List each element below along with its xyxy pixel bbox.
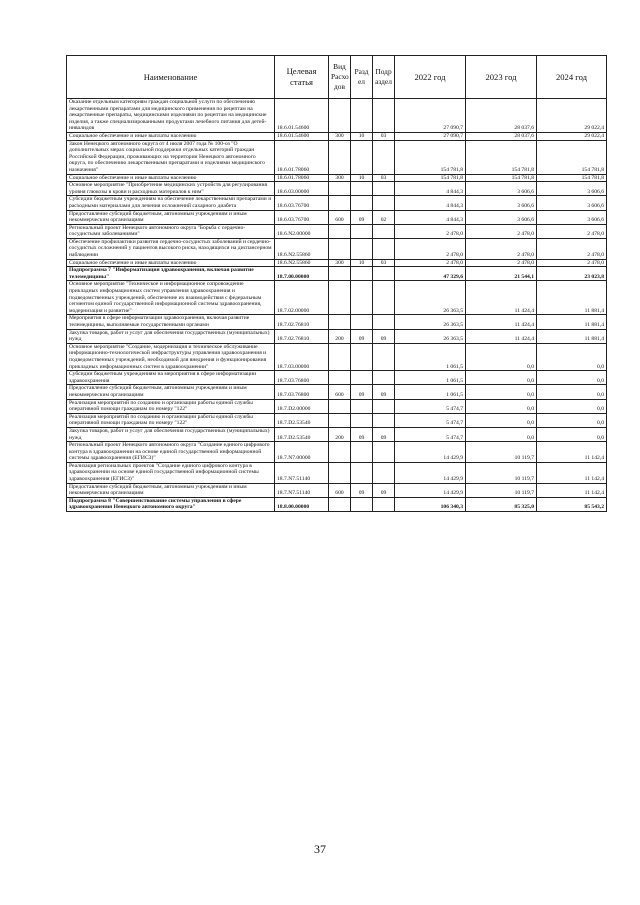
cell-2024: 11 142,4 bbox=[537, 462, 607, 483]
cell-exp-type bbox=[329, 442, 351, 463]
cell-name: Основное мероприятие "Приобретение медицинских устройств для регулирования уровня глюкозы в крови и расходных материалов к ним" bbox=[67, 182, 275, 196]
cell-exp-type: 300 bbox=[329, 174, 351, 182]
cell-target: 18.7.D2.00000 bbox=[275, 399, 329, 413]
cell-target: 18.7.00.00000 bbox=[275, 267, 329, 281]
cell-subsection: 03 bbox=[373, 132, 395, 140]
cell-2024: 11 881,4 bbox=[537, 281, 607, 315]
cell-section bbox=[351, 399, 373, 413]
budget-table bbox=[66, 55, 607, 512]
cell-2024: 2 478,0 bbox=[537, 224, 607, 238]
cell-2023: 28 037,6 bbox=[466, 99, 537, 133]
cell-exp-type bbox=[329, 413, 351, 427]
cell-exp-type bbox=[329, 399, 351, 413]
cell-2023: 11 424,4 bbox=[466, 315, 537, 329]
cell-section: 10 bbox=[351, 259, 373, 267]
cell-exp-type bbox=[329, 224, 351, 238]
cell-2022: 2 478,0 bbox=[395, 238, 466, 259]
cell-2024: 0,0 bbox=[537, 371, 607, 385]
budget-page bbox=[66, 55, 606, 512]
cell-2023: 11 424,4 bbox=[466, 281, 537, 315]
table-row bbox=[67, 462, 607, 483]
table-header bbox=[67, 56, 607, 99]
cell-2022: 14 429,9 bbox=[395, 462, 466, 483]
cell-name: Реализация мероприятий по созданию и организации работы единой службы оперативной помощи гражданам по номеру "122" bbox=[67, 413, 275, 427]
cell-target: 18.6.N2.55860 bbox=[275, 238, 329, 259]
table-row bbox=[67, 385, 607, 399]
cell-2022: 14 429,9 bbox=[395, 442, 466, 463]
cell-exp-type: 600 bbox=[329, 385, 351, 399]
cell-exp-type: 600 bbox=[329, 210, 351, 224]
cell-name: Региональный проект Ненецкого автономного округа "Борьба с сердечно-сосудистыми заболеваниями" bbox=[67, 224, 275, 238]
cell-section bbox=[351, 267, 373, 281]
cell-exp-type bbox=[329, 267, 351, 281]
cell-2022: 4 844,3 bbox=[395, 182, 466, 196]
table-row bbox=[67, 413, 607, 427]
cell-section bbox=[351, 224, 373, 238]
cell-2022: 1 061,5 bbox=[395, 385, 466, 399]
cell-exp-type bbox=[329, 462, 351, 483]
cell-name: Закупка товаров, работ и услуг для обеспечения государственных (муниципальных) нужд bbox=[67, 427, 275, 441]
table-row bbox=[67, 427, 607, 441]
cell-section: 09 bbox=[351, 385, 373, 399]
cell-name: Закон Ненецкого автономного округа от 4 июля 2007 года № 100-оз "О дополнительных мерах социальной поддержки отдельных категорий граждан Российской Федерации, проживающих на территории Ненецкого автономного округа, по обеспечению лекарственными препаратами и изделиями медицинского назначения" bbox=[67, 140, 275, 174]
table-row bbox=[67, 174, 607, 182]
cell-section bbox=[351, 315, 373, 329]
cell-subsection bbox=[373, 182, 395, 196]
cell-2022: 27 090,7 bbox=[395, 99, 466, 133]
cell-target: 18.7.02.76810 bbox=[275, 315, 329, 329]
cell-subsection: 09 bbox=[373, 329, 395, 343]
table-row bbox=[67, 497, 607, 511]
cell-subsection: 02 bbox=[373, 210, 395, 224]
cell-2024: 3 606,6 bbox=[537, 196, 607, 210]
cell-name: Закупка товаров, работ и услуг для обеспечения государственных (муниципальных) нужд bbox=[67, 329, 275, 343]
table-row bbox=[67, 196, 607, 210]
cell-exp-type bbox=[329, 196, 351, 210]
cell-exp-type: 200 bbox=[329, 427, 351, 441]
cell-exp-type bbox=[329, 99, 351, 133]
cell-2022: 5 474,7 bbox=[395, 399, 466, 413]
header-target: Целевая статья bbox=[275, 56, 329, 99]
cell-2024: 23 023,8 bbox=[537, 267, 607, 281]
cell-section: 09 bbox=[351, 329, 373, 343]
cell-section bbox=[351, 99, 373, 133]
header-2022: 2022 год bbox=[395, 56, 466, 99]
cell-target: 18.6.N2.55860 bbox=[275, 259, 329, 267]
cell-2023: 154 781,8 bbox=[466, 174, 537, 182]
cell-2022: 26 363,5 bbox=[395, 281, 466, 315]
cell-2023: 85 325,0 bbox=[466, 497, 537, 511]
cell-2024: 11 881,4 bbox=[537, 329, 607, 343]
cell-2023: 28 037,6 bbox=[466, 132, 537, 140]
cell-2024: 154 781,8 bbox=[537, 140, 607, 174]
cell-target: 18.7.N7.51140 bbox=[275, 462, 329, 483]
table-body bbox=[67, 99, 607, 512]
cell-2023: 0,0 bbox=[466, 413, 537, 427]
cell-name: Предоставление субсидий бюджетным, автономным учреждениям и иным некоммерческим организациям bbox=[67, 385, 275, 399]
cell-section: 09 bbox=[351, 483, 373, 497]
cell-target: 18.7.D2.53540 bbox=[275, 413, 329, 427]
cell-2022: 26 363,5 bbox=[395, 315, 466, 329]
cell-2024: 29 022,4 bbox=[537, 132, 607, 140]
cell-2022: 4 844,3 bbox=[395, 210, 466, 224]
table-row bbox=[67, 329, 607, 343]
cell-section bbox=[351, 371, 373, 385]
cell-name: Социальное обеспечение и иные выплаты населению bbox=[67, 132, 275, 140]
page-number: 37 bbox=[314, 842, 326, 856]
cell-2023: 10 119,7 bbox=[466, 442, 537, 463]
cell-target: 18.7.03.00000 bbox=[275, 343, 329, 370]
cell-target: 18.6.01.78060 bbox=[275, 140, 329, 174]
cell-2024: 29 022,4 bbox=[537, 99, 607, 133]
cell-target: 18.8.00.00000 bbox=[275, 497, 329, 511]
cell-2024: 2 478,0 bbox=[537, 238, 607, 259]
cell-2023: 0,0 bbox=[466, 427, 537, 441]
cell-2024: 3 606,6 bbox=[537, 210, 607, 224]
cell-section bbox=[351, 343, 373, 370]
cell-subsection bbox=[373, 196, 395, 210]
cell-2023: 0,0 bbox=[466, 371, 537, 385]
table-row bbox=[67, 399, 607, 413]
cell-subsection bbox=[373, 343, 395, 370]
cell-2024: 85 543,2 bbox=[537, 497, 607, 511]
cell-subsection bbox=[373, 238, 395, 259]
cell-2023: 11 424,4 bbox=[466, 329, 537, 343]
cell-section bbox=[351, 140, 373, 174]
cell-target: 18.6.01.78060 bbox=[275, 174, 329, 182]
cell-name: Предоставление субсидий бюджетным, автономным учреждениям и иным некоммерческим организациям bbox=[67, 483, 275, 497]
cell-2024: 0,0 bbox=[537, 385, 607, 399]
cell-section bbox=[351, 238, 373, 259]
cell-2022: 5 474,7 bbox=[395, 413, 466, 427]
cell-2023: 2 478,0 bbox=[466, 238, 537, 259]
cell-section bbox=[351, 413, 373, 427]
cell-target: 18.7.N7.00000 bbox=[275, 442, 329, 463]
header-exp-type: Вид Расхо дов bbox=[329, 56, 351, 99]
cell-subsection: 09 bbox=[373, 483, 395, 497]
cell-section: 09 bbox=[351, 427, 373, 441]
cell-exp-type bbox=[329, 281, 351, 315]
cell-2022: 2 478,0 bbox=[395, 224, 466, 238]
cell-exp-type: 300 bbox=[329, 132, 351, 140]
cell-2024: 0,0 bbox=[537, 427, 607, 441]
cell-subsection bbox=[373, 267, 395, 281]
cell-subsection bbox=[373, 442, 395, 463]
cell-section bbox=[351, 462, 373, 483]
cell-target: 18.6.03.00000 bbox=[275, 182, 329, 196]
cell-name: Предоставление субсидий бюджетным, автономным учреждениям и иным некоммерческим организациям bbox=[67, 210, 275, 224]
cell-exp-type: 600 bbox=[329, 483, 351, 497]
cell-subsection: 09 bbox=[373, 427, 395, 441]
cell-section bbox=[351, 497, 373, 511]
cell-2022: 154 781,8 bbox=[395, 174, 466, 182]
cell-section: 09 bbox=[351, 210, 373, 224]
cell-section bbox=[351, 281, 373, 315]
header-section: Разд ел bbox=[351, 56, 373, 99]
cell-exp-type bbox=[329, 140, 351, 174]
cell-2023: 10 119,7 bbox=[466, 462, 537, 483]
cell-target: 18.6.N2.00000 bbox=[275, 224, 329, 238]
table-row bbox=[67, 224, 607, 238]
cell-2022: 1 061,5 bbox=[395, 343, 466, 370]
cell-2024: 3 606,6 bbox=[537, 182, 607, 196]
cell-subsection bbox=[373, 140, 395, 174]
cell-2023: 0,0 bbox=[466, 343, 537, 370]
cell-name: Реализация региональных проектов "Создание единого цифрового контура в здравоохранении на основе единой государственной информационной системы здравоохранения (ЕГИСЗ)" bbox=[67, 462, 275, 483]
cell-subsection bbox=[373, 99, 395, 133]
table-row bbox=[67, 442, 607, 463]
cell-section bbox=[351, 442, 373, 463]
table-row bbox=[67, 140, 607, 174]
cell-2022: 5 474,7 bbox=[395, 427, 466, 441]
cell-section bbox=[351, 182, 373, 196]
cell-subsection bbox=[373, 399, 395, 413]
cell-2024: 0,0 bbox=[537, 413, 607, 427]
cell-2024: 0,0 bbox=[537, 399, 607, 413]
cell-target: 18.7.03.76800 bbox=[275, 371, 329, 385]
cell-2023: 3 606,6 bbox=[466, 210, 537, 224]
cell-2022: 2 478,0 bbox=[395, 259, 466, 267]
cell-2022: 4 844,3 bbox=[395, 196, 466, 210]
cell-name: Субсидии бюджетным учреждениям на мероприятия в сфере информатизации здравоохранения bbox=[67, 371, 275, 385]
table-row bbox=[67, 483, 607, 497]
cell-name: Подпрограмма 8 "Совершенствование системы управления в сфере здравоохранения Ненецкого автономного округа" bbox=[67, 497, 275, 511]
cell-subsection bbox=[373, 462, 395, 483]
cell-target: 18.6.01.54600 bbox=[275, 132, 329, 140]
table-row bbox=[67, 99, 607, 133]
cell-exp-type bbox=[329, 371, 351, 385]
cell-exp-type bbox=[329, 315, 351, 329]
cell-2023: 0,0 bbox=[466, 385, 537, 399]
cell-2024: 0,0 bbox=[537, 343, 607, 370]
table-row bbox=[67, 182, 607, 196]
cell-subsection bbox=[373, 315, 395, 329]
cell-subsection bbox=[373, 497, 395, 511]
table-row bbox=[67, 267, 607, 281]
table-row bbox=[67, 132, 607, 140]
cell-target: 18.7.02.76810 bbox=[275, 329, 329, 343]
cell-2023: 10 119,7 bbox=[466, 483, 537, 497]
cell-name: Социальное обеспечение и иные выплаты населению bbox=[67, 174, 275, 182]
cell-name: Региональный проект Ненецкого автономного округа "Создание единого цифрового контура в здравоохранении на основе единой государственной информационной системы здравоохранения (ЕГИСЗ)" bbox=[67, 442, 275, 463]
cell-name: Субсидии бюджетным учреждениям на обеспечение лекарственными препаратами и расходными материалами для лечения осложнений сахарного диабета bbox=[67, 196, 275, 210]
cell-2022: 47 329,6 bbox=[395, 267, 466, 281]
cell-2022: 1 061,5 bbox=[395, 371, 466, 385]
cell-target: 18.7.D2.53540 bbox=[275, 427, 329, 441]
cell-name: Обеспечение профилактики развития сердечно-сосудистых заболеваний и сердечно-сосудистых осложнений у пациентов высокого риска, находящихся на диспансерном наблюдении bbox=[67, 238, 275, 259]
cell-exp-type bbox=[329, 238, 351, 259]
cell-target: 18.7.02.00000 bbox=[275, 281, 329, 315]
cell-2024: 154 781,8 bbox=[537, 174, 607, 182]
table-row bbox=[67, 281, 607, 315]
table-row bbox=[67, 259, 607, 267]
cell-2023: 0,0 bbox=[466, 399, 537, 413]
header-name: Наименование bbox=[67, 56, 275, 99]
table-row bbox=[67, 371, 607, 385]
cell-exp-type: 300 bbox=[329, 259, 351, 267]
cell-name: Мероприятия в сфере информатизации здравоохранения, включая развитие телемедицины, выполняемые государственными органами bbox=[67, 315, 275, 329]
cell-subsection bbox=[373, 371, 395, 385]
cell-2023: 2 478,0 bbox=[466, 259, 537, 267]
cell-exp-type bbox=[329, 182, 351, 196]
cell-2022: 106 340,3 bbox=[395, 497, 466, 511]
cell-2022: 26 363,5 bbox=[395, 329, 466, 343]
cell-subsection: 03 bbox=[373, 174, 395, 182]
cell-name: Основное мероприятие "Создание, модернизация и техническое обслуживание информационно-технологической инфраструктуры управления здравоохранения и подведомственных учреждений, необходимой для внедрения и функционирования прикладных информационных систем в здравоохранении" bbox=[67, 343, 275, 370]
cell-2024: 11 142,4 bbox=[537, 483, 607, 497]
cell-name: Социальное обеспечение и иные выплаты населению bbox=[67, 259, 275, 267]
cell-target: 18.7.03.76800 bbox=[275, 385, 329, 399]
cell-subsection: 09 bbox=[373, 385, 395, 399]
cell-2023: 3 606,6 bbox=[466, 196, 537, 210]
cell-target: 18.6.03.76700 bbox=[275, 210, 329, 224]
cell-subsection: 03 bbox=[373, 259, 395, 267]
cell-2023: 154 781,8 bbox=[466, 140, 537, 174]
cell-2022: 14 429,9 bbox=[395, 483, 466, 497]
cell-section: 10 bbox=[351, 174, 373, 182]
header-2024: 2024 год bbox=[537, 56, 607, 99]
cell-2022: 154 781,8 bbox=[395, 140, 466, 174]
cell-name: Реализация мероприятий по созданию и организации работы единой службы оперативной помощи гражданам по номеру "122" bbox=[67, 399, 275, 413]
cell-exp-type: 200 bbox=[329, 329, 351, 343]
cell-subsection bbox=[373, 281, 395, 315]
table-row bbox=[67, 210, 607, 224]
cell-section bbox=[351, 196, 373, 210]
cell-subsection bbox=[373, 224, 395, 238]
cell-section: 10 bbox=[351, 132, 373, 140]
cell-target: 18.6.01.54600 bbox=[275, 99, 329, 133]
cell-2023: 3 606,6 bbox=[466, 182, 537, 196]
cell-2022: 27 090,7 bbox=[395, 132, 466, 140]
cell-2023: 21 544,1 bbox=[466, 267, 537, 281]
table-row bbox=[67, 343, 607, 370]
cell-2024: 11 881,4 bbox=[537, 315, 607, 329]
cell-exp-type bbox=[329, 343, 351, 370]
cell-target: 18.6.03.76700 bbox=[275, 196, 329, 210]
table-row bbox=[67, 315, 607, 329]
cell-2023: 2 478,0 bbox=[466, 224, 537, 238]
cell-name: Основное мероприятие "Техническое и информационное сопровождение прикладных информационных систем управления здравоохранения и подведомственных учреждений, обеспечение их взаимодействия с федеральным сегментом единой государственной информационной системы здравоохранения, модернизация и развитие" bbox=[67, 281, 275, 315]
cell-2024: 11 142,4 bbox=[537, 442, 607, 463]
cell-2024: 2 478,0 bbox=[537, 259, 607, 267]
cell-exp-type bbox=[329, 497, 351, 511]
header-subsection: Подр аздел bbox=[373, 56, 395, 99]
cell-name: Оказание отдельным категориям граждан социальной услуги по обеспечению лекарственными препаратами для медицинского применения по рецептам на лекарственные препараты, медицинскими изделиями по рецептам на медицинские изделия, а также специализированными продуктами лечебного питания для детей-инвалидов bbox=[67, 99, 275, 133]
cell-name: Подпрограмма 7 "Информатизация здравоохранения, включая развитие телемедицины" bbox=[67, 267, 275, 281]
header-2023: 2023 год bbox=[466, 56, 537, 99]
table-row bbox=[67, 238, 607, 259]
cell-target: 18.7.N7.51140 bbox=[275, 483, 329, 497]
cell-subsection bbox=[373, 413, 395, 427]
